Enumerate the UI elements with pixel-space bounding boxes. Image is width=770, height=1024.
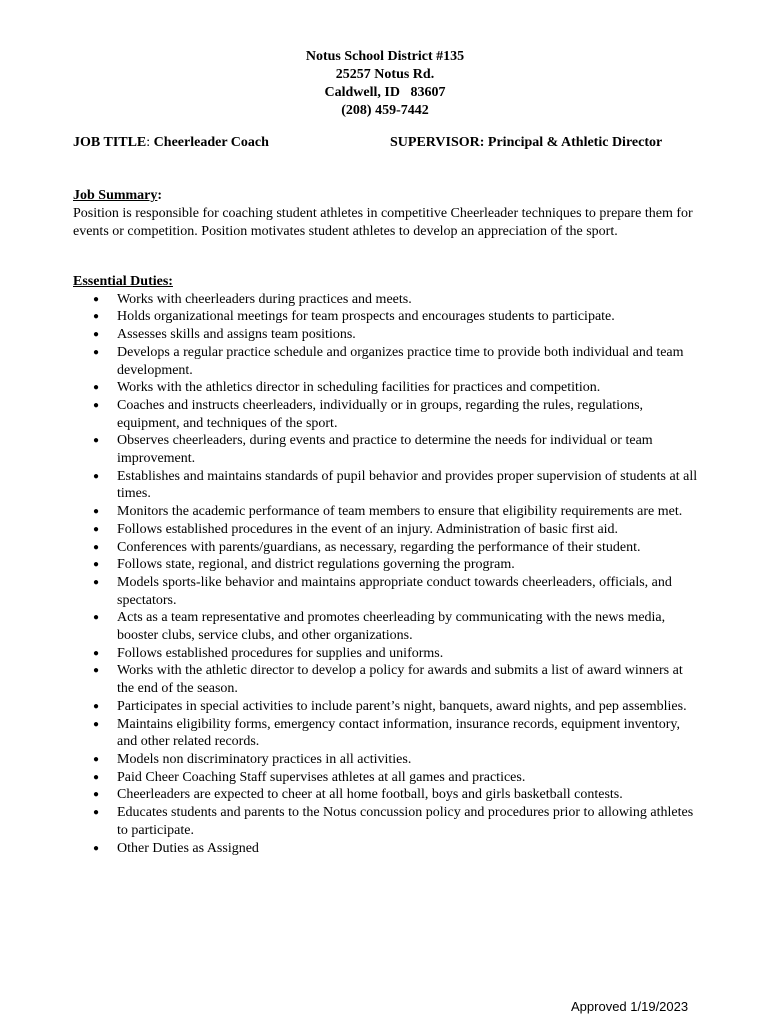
- duty-text: Observes cheerleaders, during events and practice to determine the needs for individual or team improvement.: [117, 433, 653, 467]
- duty-text: Conferences with parents/guardians, as necessary, regarding the performance of their student.: [117, 539, 641, 555]
- duty-item: [73, 291, 703, 309]
- duty-item: [73, 574, 703, 609]
- bullet-icon: ●: [93, 771, 100, 783]
- duty-text: Works with the athletics director in scheduling facilities for practices and competition.: [117, 380, 601, 396]
- essential-duties-list: [73, 291, 703, 858]
- duty-item: [73, 662, 703, 697]
- duty-text: Follows state, regional, and district regulations governing the program.: [117, 557, 515, 573]
- bullet-icon: ●: [93, 842, 100, 854]
- duty-text: Holds organizational meetings for team prospects and encourages students to participate.: [117, 309, 615, 325]
- job-title-separator: :: [146, 135, 154, 150]
- bullet-icon: ●: [93, 807, 100, 819]
- duty-item: [73, 609, 703, 644]
- district-name: Notus School District #135: [305, 49, 465, 64]
- duty-item: [73, 468, 703, 503]
- duty-text: Follows established procedures in the event of an injury. Administration of basic first aid.: [117, 521, 619, 537]
- city-state-zip: Caldwell, ID 83607: [324, 85, 446, 100]
- duty-text: Acts as a team representative and promotes cheerleading by communicating with the news media, booster clubs, service clubs, and other organizations.: [117, 610, 666, 644]
- bullet-icon: ●: [93, 346, 100, 358]
- job-summary-heading-colon: :: [157, 188, 163, 203]
- job-summary-heading: Job Summary: [73, 188, 158, 203]
- bullet-icon: ●: [93, 612, 100, 624]
- duty-text: Models non discriminatory practices in all activities.: [117, 751, 412, 767]
- bullet-icon: ●: [93, 753, 100, 765]
- duty-text: Monitors the academic performance of team members to ensure that eligibility requirements are met.: [117, 504, 683, 520]
- approval-date: Approved 1/19/2023: [571, 999, 689, 1014]
- job-title-value: Cheerleader Coach: [153, 135, 269, 150]
- bullet-icon: ●: [93, 293, 100, 305]
- job-summary-section: [73, 187, 703, 241]
- duty-text: Participates in special activities to include parent’s night, banquets, award nights, and pep assemblies.: [117, 698, 687, 714]
- letterhead: [0, 48, 770, 120]
- duty-item: [73, 521, 703, 539]
- duty-text: Paid Cheer Coaching Staff supervises athletes at all games and practices.: [117, 769, 526, 785]
- supervisor: SUPERVISOR: Principal & Athletic Director: [390, 135, 663, 150]
- essential-duties-section: [73, 273, 703, 857]
- bullet-icon: ●: [93, 665, 100, 677]
- bullet-icon: ●: [93, 576, 100, 588]
- duty-text: Maintains eligibility forms, emergency contact information, insurance records, equipment inventory, and other related records.: [117, 716, 680, 750]
- job-summary-heading-wrap: [73, 187, 703, 205]
- duty-text: Educates students and parents to the Notus concussion policy and procedures prior to allowing athletes to participate.: [117, 805, 694, 838]
- bullet-icon: ●: [93, 382, 100, 394]
- duty-item: [73, 840, 703, 858]
- duty-text: Cheerleaders are expected to cheer at all home football, boys and girls basketball contests.: [117, 787, 623, 803]
- job-title-label: JOB TITLE: [73, 135, 147, 150]
- duty-item: [73, 308, 703, 326]
- duty-item: [73, 503, 703, 521]
- duty-item: [73, 539, 703, 557]
- bullet-icon: ●: [93, 700, 100, 712]
- bullet-icon: ●: [93, 435, 100, 447]
- bullet-icon: ●: [93, 329, 100, 341]
- duty-text: Works with the athletic director to develop a policy for awards and submits a list of award winners at the end of the season.: [117, 663, 683, 697]
- duty-item: [73, 716, 703, 751]
- essential-duties-heading: Essential Duties:: [73, 274, 173, 289]
- phone-number: (208) 459-7442: [341, 103, 429, 118]
- bullet-icon: ●: [93, 399, 100, 411]
- bullet-icon: ●: [93, 541, 100, 553]
- duty-text: Assesses skills and assigns team positions.: [117, 327, 356, 343]
- duty-item: [73, 769, 703, 787]
- duty-item: [73, 397, 703, 432]
- duty-item: [73, 556, 703, 574]
- duty-text: Coaches and instructs cheerleaders, individually or in groups, regarding the rules, regulations, equipment, and techniques of the sport.: [117, 397, 644, 431]
- duty-text: Other Duties as Assigned: [117, 840, 259, 856]
- duty-text: Develops a regular practice schedule and organizes practice time to provide both individual and team development.: [117, 344, 684, 378]
- bullet-icon: ●: [93, 523, 100, 535]
- bullet-icon: ●: [93, 559, 100, 571]
- duty-item: [73, 344, 703, 379]
- bullet-icon: ●: [93, 506, 100, 518]
- street-address: 25257 Notus Rd.: [335, 67, 435, 82]
- duty-item: [73, 804, 703, 839]
- duty-item: [73, 751, 703, 769]
- duty-item: [73, 432, 703, 467]
- duty-item: [73, 786, 703, 804]
- duty-text: Follows established procedures for supplies and uniforms.: [117, 645, 444, 661]
- bullet-icon: ●: [93, 311, 100, 323]
- bullet-icon: ●: [93, 718, 100, 730]
- job-summary-text: Position is responsible for coaching student athletes in competitive Cheerleader techniques to prepare them for events or competition. Position motivates student athletes to develop an appreciation of the sport.: [73, 206, 693, 239]
- duty-text: Establishes and maintains standards of pupil behavior and provides proper supervision of students at all times.: [117, 468, 698, 502]
- bullet-icon: ●: [93, 470, 100, 482]
- bullet-icon: ●: [93, 647, 100, 659]
- duty-item: [73, 326, 703, 344]
- bullet-icon: ●: [93, 789, 100, 801]
- duty-text: Works with cheerleaders during practices and meets.: [117, 291, 412, 307]
- duty-item: [73, 645, 703, 663]
- duty-item: [73, 698, 703, 716]
- job-title: [73, 134, 269, 152]
- duty-item: [73, 379, 703, 397]
- duty-text: Models sports-like behavior and maintains appropriate conduct towards cheerleaders, officials, and spectators.: [117, 574, 672, 608]
